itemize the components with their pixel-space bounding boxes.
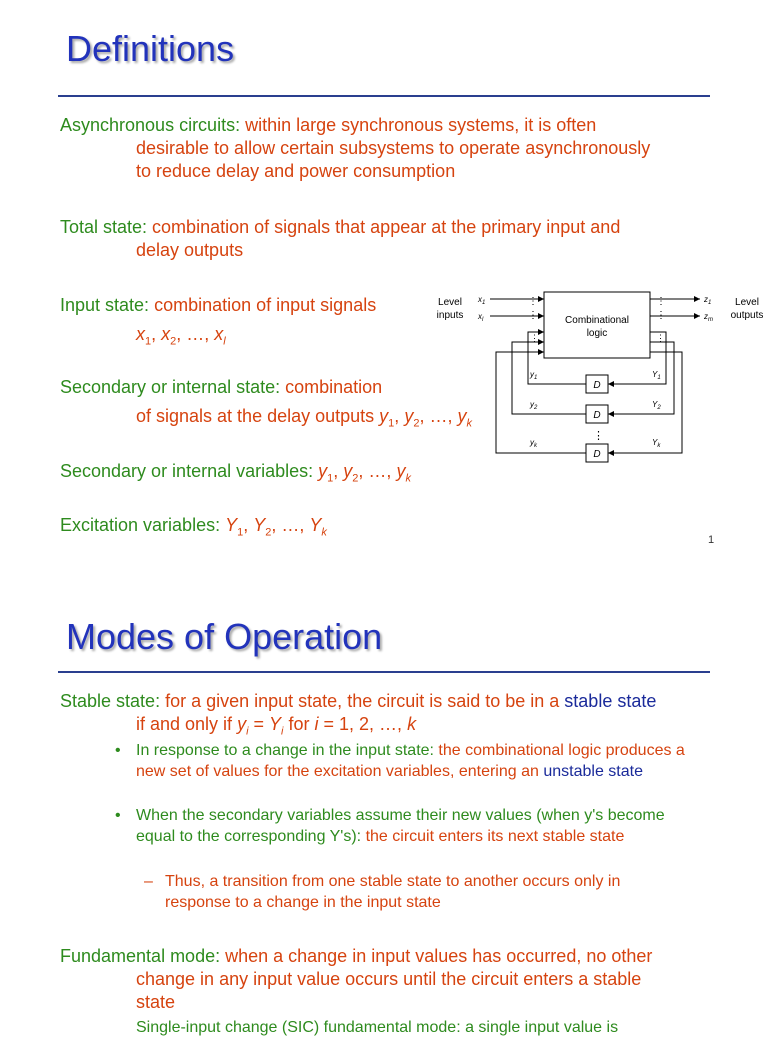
slide1-title: Definitions <box>66 28 235 69</box>
secondary-term: Secondary or internal state: <box>60 377 281 397</box>
svg-text:⋮: ⋮ <box>528 310 538 321</box>
secondary-variables-definition <box>60 460 411 491</box>
slide2-title: Modes of Operation <box>66 616 383 657</box>
stable-keyword: stable state <box>564 691 657 711</box>
fundamental-mode-definition <box>60 945 652 968</box>
fund-line2: change in any input value occurs until the circuit enters a stable <box>136 969 642 989</box>
bullet1-keyword: unstable state <box>543 763 643 780</box>
level-outputs-label-2: outputs <box>730 310 764 321</box>
secvars-term: Secondary or internal variables: <box>60 461 314 481</box>
level-inputs-label-2: inputs <box>436 310 464 321</box>
total-term: Total state: <box>60 217 148 237</box>
svg-text:D: D <box>593 410 601 421</box>
Y1-label: $Y_1$ <box>652 370 661 381</box>
slide2-title-rule <box>58 671 710 673</box>
level-inputs-label-1: Level <box>438 297 462 308</box>
comb-logic-label-1: Combinational <box>565 315 629 326</box>
bullet2-body: the circuit enters its next stable state <box>361 828 625 845</box>
x1-label: $x_1$ <box>478 295 486 306</box>
z1-label: $z_1$ <box>704 295 712 306</box>
sub-bullet-dash: – <box>144 873 153 890</box>
excitation-variables-definition <box>60 514 327 545</box>
bullet1-intro: In response to a change in the input state: <box>136 742 434 759</box>
async-line2: desirable to allow certain subsystems to operate asynchronously <box>136 138 651 158</box>
zm-label: $z_m$ <box>704 312 713 323</box>
input-vars: $x_1$, $x_2$, …, $x_l$ <box>136 324 226 348</box>
secvars-values: $y_1$, $y_2$, …, $y_k$ <box>318 461 411 485</box>
fund-term: Fundamental mode: <box>60 946 221 966</box>
fund-line1: when a change in input values has occurred, no other <box>220 946 653 966</box>
svg-text:⋮: ⋮ <box>530 333 539 343</box>
svg-text:⋮: ⋮ <box>656 296 666 307</box>
secondary-line2: of signals at the delay outputs $y_1$, $y_2$, …, $y_k$ <box>136 406 472 430</box>
svg-text:⋮: ⋮ <box>528 296 538 307</box>
slide1-title-rule <box>58 95 710 97</box>
y2-label: $y_2$ <box>530 400 538 411</box>
async-line3: to reduce delay and power consumption <box>136 161 456 181</box>
stable-state-definition <box>60 690 656 713</box>
secondary-line1: combination <box>280 377 383 397</box>
async-circuit-diagram <box>430 286 768 466</box>
total-line2: delay outputs <box>136 240 244 260</box>
stable-line1: for a given input state, the circuit is said to be in a <box>160 691 565 711</box>
stable-line2: if and only if $y_i = Y_i$ for i = 1, 2, …, k <box>136 714 417 738</box>
page-number: 1 <box>708 534 715 546</box>
svg-text:⋮: ⋮ <box>593 430 604 442</box>
async-line1: within large synchronous systems, it is often <box>240 115 597 135</box>
stable-term: Stable state: <box>60 691 161 711</box>
input-term: Input state: <box>60 295 150 315</box>
excit-term: Excitation variables: <box>60 515 221 535</box>
comb-logic-label-2: logic <box>586 328 608 339</box>
async-term: Asynchronous circuits: <box>60 115 241 135</box>
sub-bullet-text: Thus, a transition from one stable state to another occurs only in response to a change in the input state <box>165 873 621 911</box>
Yk-label: $Y_k$ <box>652 438 661 449</box>
bullet2-intro: When the secondary variables assume their new values (when y's become equal to the corresponding Y's): <box>136 807 665 845</box>
fund-line3: state <box>136 992 176 1012</box>
level-outputs-label-1: Level <box>735 297 759 308</box>
svg-text:⋮: ⋮ <box>656 333 665 343</box>
input-line1: combination of input signals <box>149 295 377 315</box>
async-definition <box>60 114 596 137</box>
svg-text:D: D <box>593 380 601 391</box>
bullet1-body: the combinational logic produces a new set of values for the excitation variables, entering an <box>136 742 685 780</box>
total-line1: combination of signals that appear at the primary input and <box>147 217 621 237</box>
xl-label: $x_l$ <box>478 312 484 323</box>
Y2-label: $Y_2$ <box>652 400 661 411</box>
svg-text:⋮: ⋮ <box>656 310 666 321</box>
svg-text:D: D <box>593 449 601 460</box>
total-state-definition <box>60 216 620 239</box>
y1-label: $y_1$ <box>530 370 538 381</box>
input-state-definition <box>60 294 376 317</box>
yk-label: $y_k$ <box>530 438 537 449</box>
excit-values: $Y_1$, $Y_2$, …, $Y_k$ <box>225 515 327 539</box>
secondary-state-definition <box>60 376 382 399</box>
